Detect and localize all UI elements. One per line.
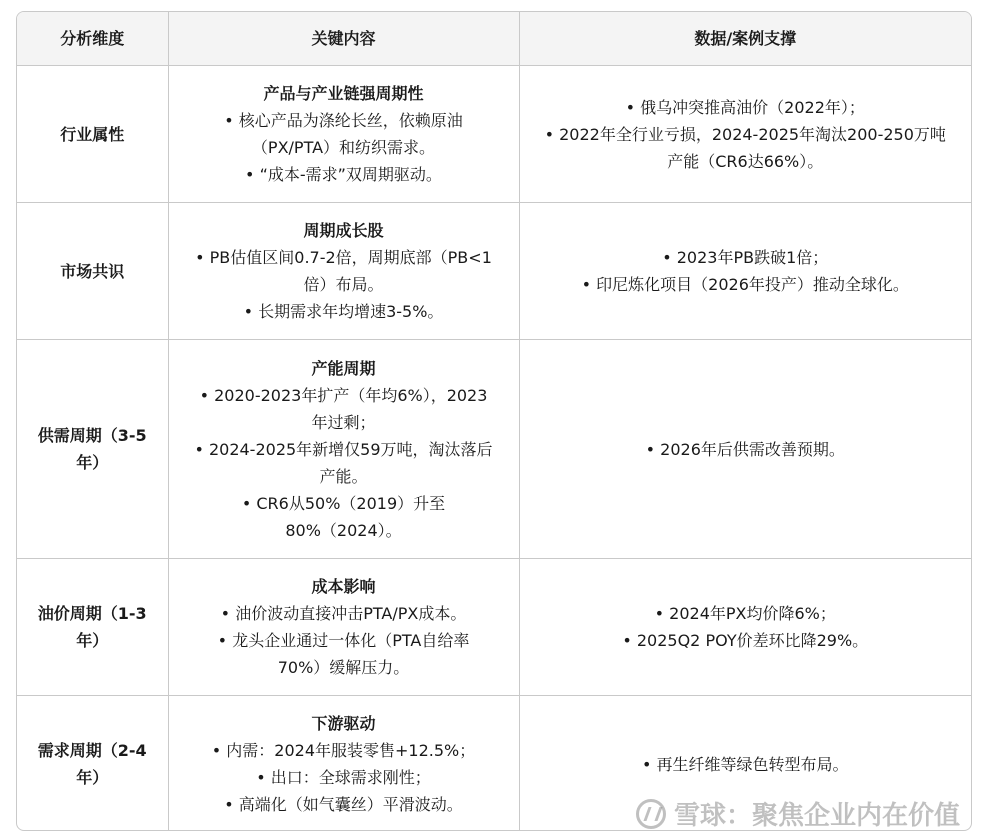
data-line: 产能（CR6达66%）。 xyxy=(667,151,824,171)
header-content: 关键内容 xyxy=(168,12,519,66)
data-line: • 2026年后供需改善预期。 xyxy=(645,439,845,459)
content-line: • CR6从50%（2019）升至 xyxy=(241,493,446,513)
header-data: 数据/案例支撑 xyxy=(519,12,971,66)
content-line: • 长期需求年均增速3-5%。 xyxy=(243,302,444,321)
content-cell xyxy=(168,340,519,559)
data-cell xyxy=(519,66,971,203)
dimension-line: 需求周期（2-4 xyxy=(37,741,147,760)
content-line: • 油价波动直接冲击PTA/PX成本。 xyxy=(220,604,467,623)
content-line: • 高端化（如气囊丝）平滑波动。 xyxy=(224,795,463,814)
data-cell xyxy=(519,340,971,559)
content-title: 成本影响 xyxy=(311,577,376,596)
content-cell xyxy=(168,696,519,832)
content-cell xyxy=(168,559,519,696)
content-title: 产品与产业链强周期性 xyxy=(263,84,424,103)
content-cell xyxy=(168,203,519,340)
content-line: 80%（2024）。 xyxy=(285,520,402,540)
content-line: • “成本-需求”双周期驱动。 xyxy=(245,165,442,184)
content-line: • 核心产品为涤纶长丝，依赖原油 xyxy=(224,111,463,130)
content-line: • 2024-2025年新增仅59万吨，淘汰落后 xyxy=(194,439,493,459)
dimension-cell: 市场共识 xyxy=(17,203,168,340)
data-line: • 2023年PB跌破1倍； xyxy=(662,248,829,267)
content-title: 下游驱动 xyxy=(311,714,376,733)
dimension-cell xyxy=(17,559,168,696)
content-line: 倍）布局。 xyxy=(303,275,384,294)
content-title: 周期成长股 xyxy=(303,221,384,240)
dimension-line: 年） xyxy=(76,631,109,650)
dimension-cell: 行业属性 xyxy=(17,66,168,203)
content-title: 产能周期 xyxy=(311,358,376,378)
content-line: 70%）缓解压力。 xyxy=(277,658,410,677)
table-row xyxy=(17,66,971,203)
content-line: • 龙头企业通过一体化（PTA自给率 xyxy=(217,631,470,650)
content-line: （PX/PTA）和纺织需求。 xyxy=(251,138,436,157)
content-line: 产能。 xyxy=(319,466,368,486)
data-cell xyxy=(519,696,971,832)
table-row xyxy=(17,696,971,832)
dimension-cell xyxy=(17,696,168,832)
content-line: • PB估值区间0.7-2倍，周期底部（PB<1 xyxy=(195,248,492,267)
table-row xyxy=(17,203,971,340)
dimension-line: 年） xyxy=(76,768,109,787)
dimension-line: 供需周期（3-5 xyxy=(37,426,147,445)
data-line: • 再生纤维等绿色转型布局。 xyxy=(641,754,849,774)
content-line: • 2020-2023年扩产（年均6%），2023 xyxy=(199,385,488,405)
analysis-table-container xyxy=(16,11,972,831)
table-row xyxy=(17,340,971,559)
table-row xyxy=(17,559,971,696)
dimension-line: 年） xyxy=(76,453,109,472)
data-line: • 2025Q2 POY价差环比降29%。 xyxy=(622,631,869,650)
analysis-table xyxy=(17,12,971,831)
data-cell xyxy=(519,559,971,696)
content-line: • 出口：全球需求刚性； xyxy=(256,768,431,787)
data-line: • 俄乌冲突推高油价（2022年）； xyxy=(625,97,865,117)
data-line: • 2024年PX均价降6%； xyxy=(654,604,836,623)
header-dimension: 分析维度 xyxy=(17,12,168,66)
dimension-cell xyxy=(17,340,168,559)
data-line: • 2022年全行业亏损，2024-2025年淘汰200-250万吨 xyxy=(544,124,946,144)
dimension-line: 油价周期（1-3 xyxy=(37,604,147,623)
data-cell xyxy=(519,203,971,340)
table-header-row xyxy=(17,12,971,66)
content-cell xyxy=(168,66,519,203)
data-line: • 印尼炼化项目（2026年投产）推动全球化。 xyxy=(581,275,909,294)
watermark-text: 雪球：聚焦企业内在价值 xyxy=(673,801,960,831)
content-line: 年过剩； xyxy=(311,412,376,432)
content-line: • 内需：2024年服装零售+12.5%； xyxy=(211,741,476,760)
